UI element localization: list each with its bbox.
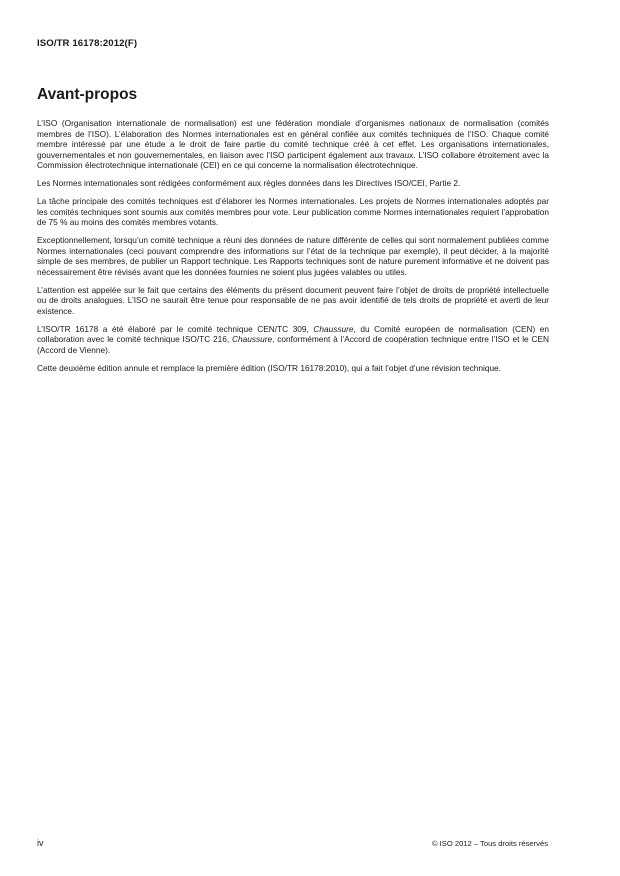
paragraph-technical-committees: La tâche principale des comités techniques est d’élaborer les Normes internationales. Les projets de Normes internationales adoptés par les comités techniques sont soumis aux comités membres pour vote. Leur publication comme Normes internationales requiert l’approbation de 75 % au moins des comités membres votants. bbox=[37, 196, 549, 227]
paragraph-iso-organisation: L’ISO (Organisation internationale de normalisation) est une fédération mondiale d’organismes nationaux de normalisation (comités membres de l’ISO). L’élaboration des Normes internationales est en général confiée aux comités techniques de l’ISO. Chaque comité membre intéressé par une étude a le droit de faire partie du comité technique créé à cet effet. Les organisations internationales, gouvernementales et non gouvernementales, en liaison avec l’ISO participent également aux travaux. L’ISO collabore étroitement avec la Commission électrotechnique internationale (CEI) en ce qui concerne la normalisation électrotechnique. bbox=[37, 118, 549, 170]
foreword-body bbox=[37, 118, 549, 381]
paragraph-drafting-rules: Les Normes internationales sont rédigées conformément aux règles données dans les Directives ISO/CEI, Partie 2. bbox=[37, 178, 461, 188]
italic-term: Chaussure bbox=[313, 323, 354, 334]
text-run: , du Comité européen de normalisation (CEN) en collaboration avec le comité technique ISO/TC 216, bbox=[37, 323, 550, 344]
italic-term: Chaussure bbox=[232, 334, 273, 344]
text-run: L’ISO/TR 16178 a été élaboré par le comité technique CEN/TC 309, bbox=[37, 323, 314, 334]
paragraph-patent-rights: L’attention est appelée sur le fait que certains des éléments du présent document peuvent faire l’objet de droits de propriété intellectuelle ou de droits analogues. L’ISO ne saurait être tenue pour responsable de ne pas avoir identifié de tels droits de propriété et averti de leur existence. bbox=[37, 284, 549, 316]
paragraph-edition-note: Cette deuxième édition annule et remplace la première édition (ISO/TR 16178:2010), qui a fait l’objet d’une révision technique. bbox=[37, 362, 501, 373]
paragraph-prepared-by bbox=[37, 324, 549, 356]
section-title: Avant-propos bbox=[37, 86, 138, 103]
paragraph-technical-reports: Exceptionnellement, lorsqu’un comité technique a réuni des données de nature différente de celles qui sont normalement publiées comme Normes internationales (ceci pouvant comprendre des informations sur l’état de la technique par exemple), il peut décider, à la majorité simple de ses membres, de publier un Rapport technique. Les Rapports techniques sont de nature purement informative et ne doivent pas nécessairement être révisés avant que les données fournies ne soient plus jugées valables ou utiles. bbox=[37, 235, 549, 277]
document-identifier: ISO/TR 16178:2012(F) bbox=[37, 38, 138, 49]
text-run: , conformément à l’Accord de coopération technique entre l’ISO et le CEN (Accord de Vienne). bbox=[37, 334, 549, 355]
page-number: iv bbox=[37, 838, 44, 848]
copyright-notice: © ISO 2012 – Tous droits réservés bbox=[431, 839, 548, 848]
